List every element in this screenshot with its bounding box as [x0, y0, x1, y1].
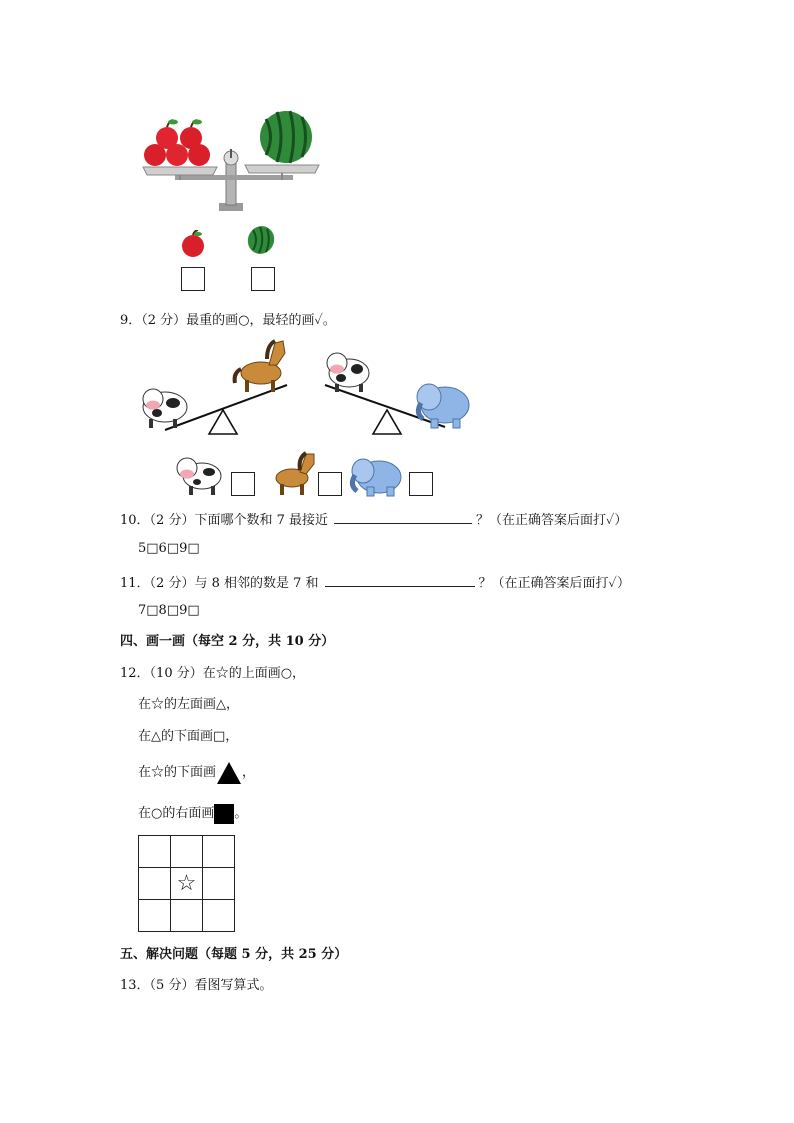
grid-cell[interactable]	[139, 836, 171, 868]
q12-line-1: 12．（10 分）在☆的上面画○，	[120, 666, 306, 681]
grid-cell[interactable]	[139, 868, 171, 900]
q11-options[interactable]: 7□8□9□	[138, 603, 200, 618]
q12-line-4-text: 在☆的下面画	[138, 765, 217, 780]
grid-cell[interactable]	[139, 900, 171, 932]
grid-cell[interactable]	[203, 868, 235, 900]
elephant-icon	[417, 384, 469, 428]
grid-cell[interactable]	[171, 836, 203, 868]
question-11	[120, 572, 630, 593]
section-4-title: 四、画一画（每空 2 分，共 10 分）	[120, 634, 335, 649]
question-13: 13．（5 分）看图写算式。	[120, 978, 273, 993]
q12-line-5-text: 在○的右面画	[138, 806, 215, 821]
check-mark-icon: ✓	[608, 576, 617, 591]
apple-icon	[144, 120, 210, 167]
q11-close: ）	[616, 576, 630, 591]
check-mark-icon: ✓	[314, 313, 323, 328]
q11-text: 11．（2 分）与 8 相邻的数是 7 和	[120, 576, 319, 591]
q11-answer-blank[interactable]	[325, 572, 475, 587]
q12-line-4-end: ，	[242, 765, 256, 780]
answer-box-cow[interactable]	[231, 472, 255, 496]
q10-text: 10．（2 分）下面哪个数和 7 最接近	[120, 513, 328, 528]
answer-box-watermelon[interactable]	[251, 267, 275, 291]
drawing-grid	[138, 835, 235, 932]
horse-icon	[235, 341, 285, 392]
question-10	[120, 509, 627, 530]
q9-end: 。	[322, 313, 336, 328]
elephant-answer-icon	[347, 455, 405, 497]
answer-box-elephant[interactable]	[409, 472, 433, 496]
filled-triangle-icon	[216, 761, 242, 785]
grid-cell[interactable]	[203, 900, 235, 932]
q12-line-5-end: 。	[234, 806, 248, 821]
small-watermelon-icon	[245, 222, 277, 256]
section-5-title: 五、解决问题（每题 5 分，共 25 分）	[120, 947, 348, 962]
horse-answer-icon	[272, 450, 318, 496]
q12-line-2: 在☆的左面画△，	[138, 697, 239, 712]
grid-cell-star	[171, 868, 203, 900]
q12-line-3: 在△的下面画□，	[138, 729, 239, 744]
question-9	[120, 312, 336, 330]
answer-box-apple[interactable]	[181, 267, 205, 291]
watermelon-icon	[260, 111, 312, 163]
seesaw-animals-image	[135, 335, 480, 440]
q10-tail: ？（在正确答案后面打	[475, 513, 606, 528]
check-mark-icon: ✓	[606, 513, 615, 528]
balance-scale-image	[135, 105, 325, 217]
cow-answer-icon	[175, 452, 223, 496]
q11-tail: ？（在正确答案后面打	[478, 576, 609, 591]
grid-cell[interactable]	[203, 836, 235, 868]
q10-close: ）	[614, 513, 628, 528]
cow-icon	[327, 353, 369, 392]
q10-answer-blank[interactable]	[334, 509, 472, 524]
q10-options[interactable]: 5□6□9□	[138, 541, 200, 556]
q9-text: 9．（2 分）最重的画○，最轻的画	[120, 313, 315, 328]
filled-square-icon	[214, 804, 234, 824]
small-apple-icon	[180, 230, 206, 258]
q12-line-5	[138, 802, 247, 826]
grid-cell[interactable]	[171, 900, 203, 932]
answer-box-horse[interactable]	[318, 472, 342, 496]
q12-line-4	[138, 760, 255, 786]
cow-icon	[143, 389, 187, 428]
star-icon: ☆	[176, 870, 197, 896]
